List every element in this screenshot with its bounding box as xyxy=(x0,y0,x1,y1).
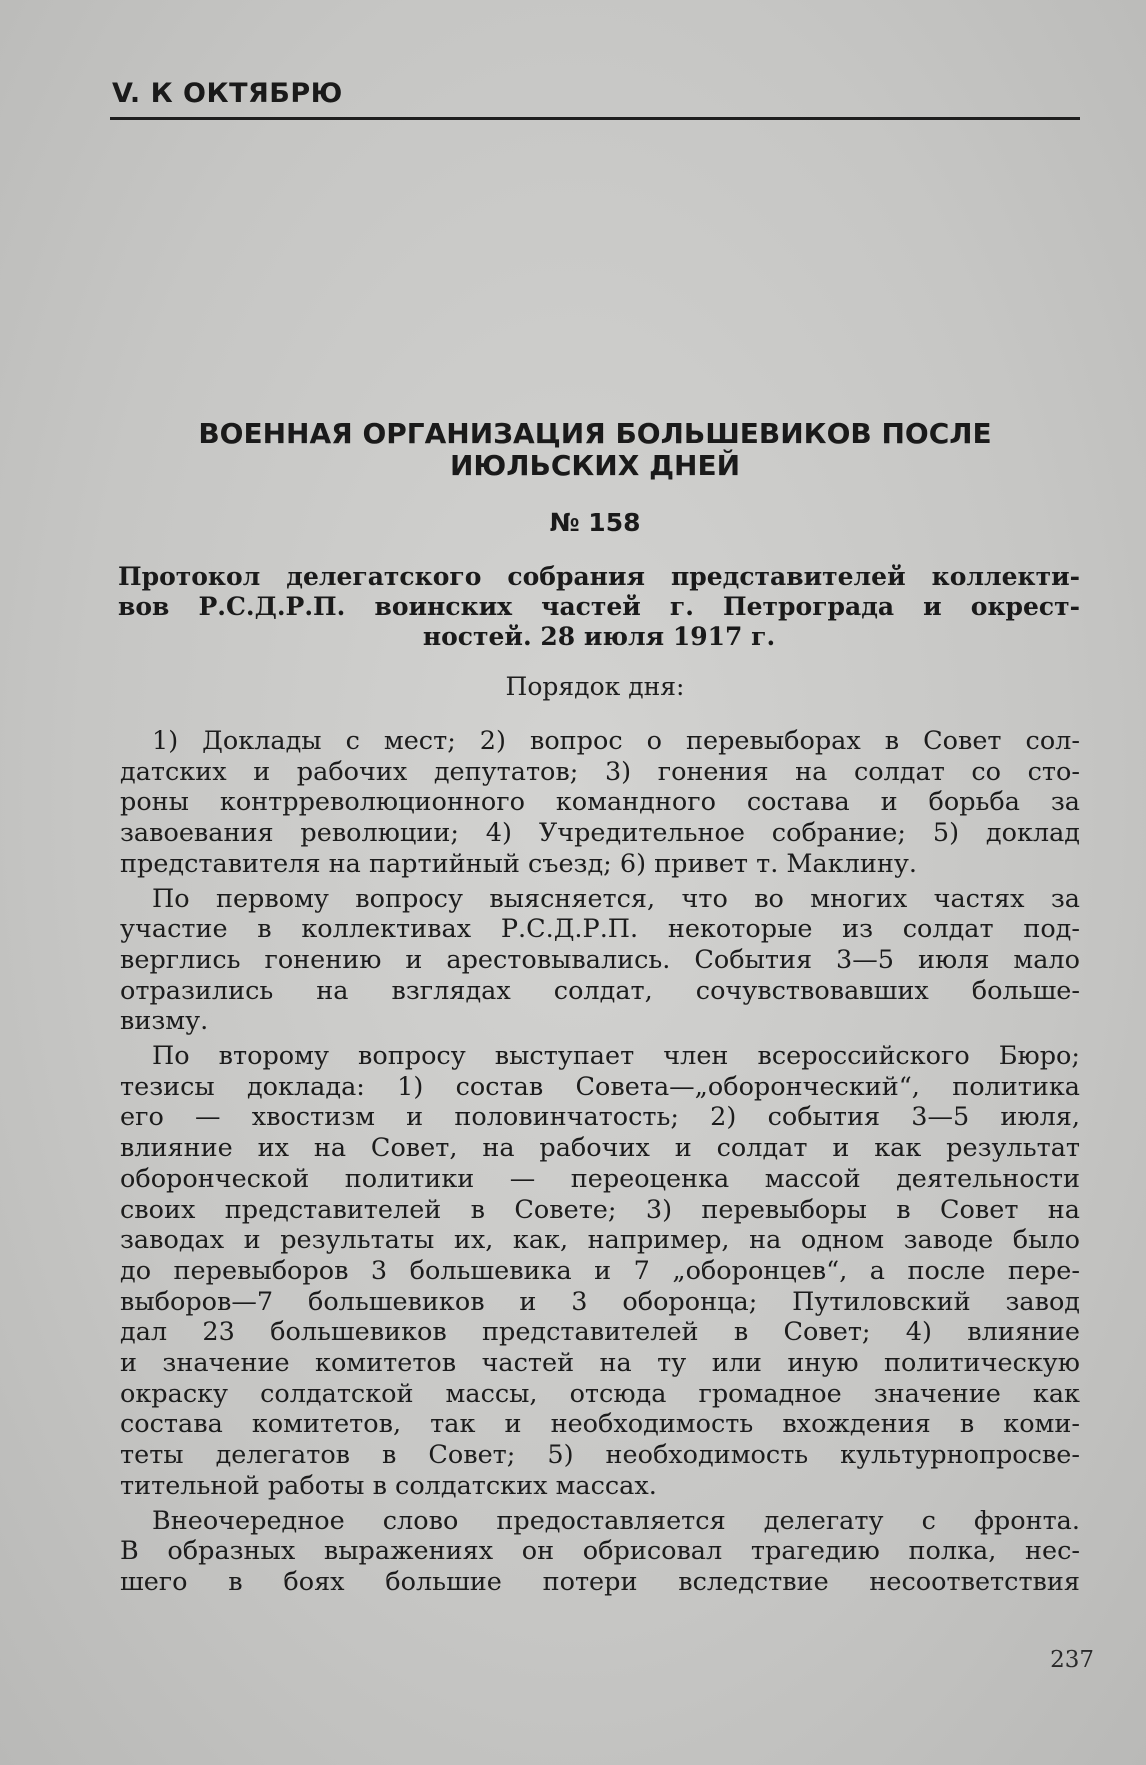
text-line: окраску солдатской массы, отсюда громадное значение как xyxy=(120,1378,1080,1409)
text-line: дал 23 большевиков представителей в Совет; 4) влияние xyxy=(120,1317,1080,1348)
text-line: теты делегатов в Совет; 5) необходимость культурнопросве- xyxy=(120,1440,1080,1471)
text-line: тительной работы в солдатских массах. xyxy=(120,1470,657,1501)
text-line: влияние их на Совет, на рабочих и солдат и как результат xyxy=(120,1133,1080,1164)
page-number: 237 xyxy=(1050,1647,1094,1673)
text-line: роны контрреволюционного командного состава и борьба за xyxy=(120,787,1080,818)
text-line: его — хвостизм и половинчатость; 2) события 3—5 июля, xyxy=(120,1102,1080,1133)
document-number: № 158 xyxy=(549,508,641,537)
text-line: завоевания революции; 4) Учредительное собрание; 5) доклад xyxy=(120,818,1080,849)
body-paragraph xyxy=(120,726,1080,880)
text-line: 1) Доклады с мест; 2) вопрос о перевыборах в Совет сол- xyxy=(152,726,1080,756)
text-line: датских и рабочих депутатов; 3) гонения на солдат со сто- xyxy=(120,756,1080,787)
text-line: В образных выражениях он обрисовал трагедию полка, нес- xyxy=(120,1536,1080,1567)
section-title-line: ИЮЛЬСКИХ ДНЕЙ xyxy=(449,449,741,482)
document-heading-line: ностей. 28 июля 1917 г. xyxy=(422,622,776,651)
running-head: V. К ОКТЯБРЮ xyxy=(112,78,343,109)
text-line: представителя на партийный съезд; 6) привет т. Маклину. xyxy=(120,848,917,879)
text-line: оборонческой политики — переоценка массой деятельности xyxy=(120,1163,1080,1194)
text-line: отразились на взглядах солдат, сочувствовавших больше- xyxy=(120,975,1080,1006)
document-heading xyxy=(118,562,1080,652)
header-rule xyxy=(110,117,1080,120)
text-line: и значение комитетов частей на ту или иную политическую xyxy=(120,1348,1080,1379)
text-line: до перевыборов 3 большевика и 7 „оборонцев“, а после пере- xyxy=(120,1255,1080,1286)
text-line: участие в коллективах Р.С.Д.Р.П. некоторые из солдат под- xyxy=(120,914,1080,945)
text-line: шего в боях большие потери вследствие несоответствия xyxy=(120,1566,1080,1597)
text-line: тезисы доклада: 1) состав Совета—„оборонческий“, политика xyxy=(120,1071,1080,1102)
text-line: визму. xyxy=(120,1006,209,1037)
text-line: По второму вопросу выступает член всероссийского Бюро; xyxy=(152,1041,1080,1072)
text-line: состава комитетов, так и необходимость вхождения в коми- xyxy=(120,1409,1080,1440)
section-title xyxy=(110,418,1080,482)
text-line: верглись гонению и арестовывались. События 3—5 июля мало xyxy=(120,944,1080,975)
document-heading-line: Протокол делегатского собрания представителей коллекти- xyxy=(118,562,1080,591)
body-paragraph xyxy=(120,1041,1080,1502)
text-line: Внеочередное слово предоставляется делегату с фронта. xyxy=(152,1505,1080,1536)
body-text xyxy=(120,726,1080,1602)
section-title-line: ВОЕННАЯ ОРГАНИЗАЦИЯ БОЛЬШЕВИКОВ ПОСЛЕ xyxy=(198,417,992,450)
text-line: По первому вопросу выясняется, что во многих частях за xyxy=(152,883,1080,914)
text-line: своих представителей в Совете; 3) перевыборы в Совет на xyxy=(120,1194,1080,1225)
text-line: заводах и результаты их, как, например, на одном заводе было xyxy=(120,1225,1080,1256)
body-paragraph xyxy=(120,1506,1080,1598)
text-line: выборов—7 большевиков и 3 оборонца; Путиловский завод xyxy=(120,1286,1080,1317)
body-paragraph xyxy=(120,884,1080,1038)
document-heading-line: вов Р.С.Д.Р.П. воинских частей г. Петрограда и окрест- xyxy=(118,592,1080,621)
agenda-label: Порядок дня: xyxy=(505,672,685,701)
